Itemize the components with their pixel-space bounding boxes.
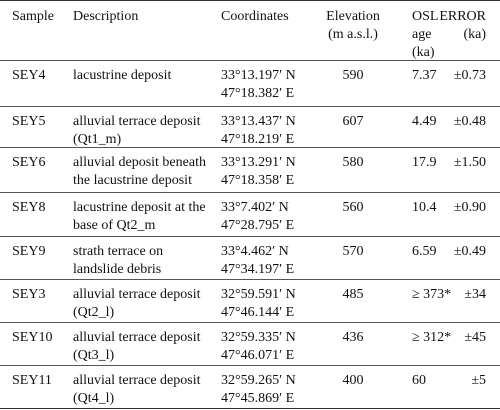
description	[73, 67, 171, 85]
osl-age: 7.37	[412, 68, 437, 83]
description-line-2: base of Qt2_m	[73, 218, 156, 233]
description	[73, 286, 201, 322]
header-description: Description	[73, 9, 139, 24]
longitude: 47°34.197′ E	[221, 262, 295, 277]
description	[73, 113, 201, 149]
osl-age: 6.59	[412, 244, 437, 259]
latitude: 33°4.462′ N	[221, 244, 289, 259]
description-line-1: strath terrace on	[73, 244, 164, 259]
latitude: 33°13.291′ N	[221, 155, 296, 170]
elevation: 570	[342, 244, 364, 259]
row-rule	[0, 322, 500, 323]
longitude: 47°18.382′ E	[221, 86, 295, 101]
latitude: 32°59.335′ N	[221, 330, 296, 345]
header-error-line-2: (ka)	[463, 27, 486, 42]
error: ±1.50	[453, 155, 486, 170]
latitude: 33°13.437′ N	[221, 114, 296, 129]
coordinates	[221, 113, 296, 149]
header-rule	[0, 60, 500, 61]
elevation: 607	[342, 114, 364, 129]
error: ±0.49	[453, 244, 486, 259]
error: ±5	[471, 373, 486, 388]
row-rule	[0, 365, 500, 366]
elevation: 436	[342, 330, 364, 345]
error: ±45	[464, 330, 486, 345]
sample-id: SEY6	[12, 155, 46, 170]
longitude: 47°46.071′ E	[221, 348, 295, 363]
row-rule	[0, 279, 500, 280]
osl-age: 4.49	[412, 114, 437, 129]
description	[73, 372, 201, 408]
longitude: 47°28.795′ E	[221, 218, 295, 233]
header-coordinates: Coordinates	[221, 9, 289, 24]
longitude: 47°18.219′ E	[221, 132, 295, 147]
header-osl-line-3: (ka)	[412, 45, 435, 60]
description-line-1: alluvial deposit beneath	[73, 155, 206, 170]
error: ±0.90	[453, 200, 486, 215]
osl-age: ≥ 373*	[412, 287, 452, 302]
latitude: 33°7.402′ N	[221, 200, 289, 215]
header-sample: Sample	[12, 9, 54, 24]
latitude: 32°59.591′ N	[221, 287, 296, 302]
description	[73, 154, 206, 190]
coordinates	[221, 329, 296, 365]
elevation: 400	[342, 373, 364, 388]
header-elevation	[300, 8, 406, 44]
coordinates	[221, 154, 296, 190]
error: ±34	[464, 287, 486, 302]
description-line-1: lacustrine deposit	[73, 68, 172, 83]
header-osl-line-2: age	[412, 27, 432, 42]
sample-id: SEY9	[12, 244, 46, 259]
elevation: 580	[342, 155, 364, 170]
osl-age: ≥ 312*	[412, 330, 452, 345]
header-error	[420, 8, 486, 44]
elevation: 560	[342, 200, 364, 215]
description-line-2: the lacustrine deposit	[73, 173, 192, 188]
error: ±0.48	[453, 114, 486, 129]
description-line-1: lacustrine deposit at the	[73, 200, 206, 215]
row-rule	[0, 147, 500, 148]
sample-id: SEY3	[12, 287, 46, 302]
description	[73, 243, 163, 279]
header-error-line-1: ERROR	[439, 9, 486, 24]
description-line-2: landslide debris	[73, 262, 162, 277]
longitude: 47°46.144′ E	[221, 305, 295, 320]
description-line-2: (Qt2_l)	[73, 305, 115, 320]
description-line-2: (Qt1_m)	[73, 132, 122, 147]
coordinates	[221, 199, 294, 235]
description-line-2: (Qt4_l)	[73, 391, 115, 406]
sample-id: SEY11	[12, 373, 52, 388]
elevation: 485	[342, 287, 364, 302]
row-rule	[0, 236, 500, 237]
row-rule	[0, 192, 500, 193]
error: ±0.73	[453, 68, 486, 83]
osl-age: 10.4	[412, 200, 437, 215]
coordinates	[221, 67, 296, 103]
description	[73, 199, 206, 235]
latitude: 32°59.265′ N	[221, 373, 296, 388]
sample-id: SEY5	[12, 114, 46, 129]
osl-age: 60	[412, 373, 426, 388]
description-line-1: alluvial terrace deposit	[73, 373, 201, 388]
description-line-1: alluvial terrace deposit	[73, 330, 201, 345]
sample-id: SEY4	[12, 68, 46, 83]
description-line-1: alluvial terrace deposit	[73, 287, 201, 302]
description-line-1: alluvial terrace deposit	[73, 114, 201, 129]
longitude: 47°18.358′ E	[221, 173, 295, 188]
coordinates	[221, 372, 296, 408]
header-osl-line-1: OSL	[412, 9, 439, 24]
top-rule	[0, 0, 500, 1]
description-line-2: (Qt3_l)	[73, 348, 115, 363]
bottom-rule	[0, 408, 500, 409]
elevation: 590	[342, 68, 364, 83]
coordinates	[221, 243, 294, 279]
coordinates	[221, 286, 296, 322]
latitude: 33°13.197′ N	[221, 68, 296, 83]
longitude: 47°45.869′ E	[221, 391, 295, 406]
osl-age: 17.9	[412, 155, 437, 170]
sample-id: SEY8	[12, 200, 46, 215]
sample-id: SEY10	[12, 330, 53, 345]
row-rule	[0, 106, 500, 107]
description	[73, 329, 201, 365]
header-elevation-line-2: (m a.s.l.)	[328, 27, 378, 42]
header-elevation-line-1: Elevation	[326, 9, 380, 24]
